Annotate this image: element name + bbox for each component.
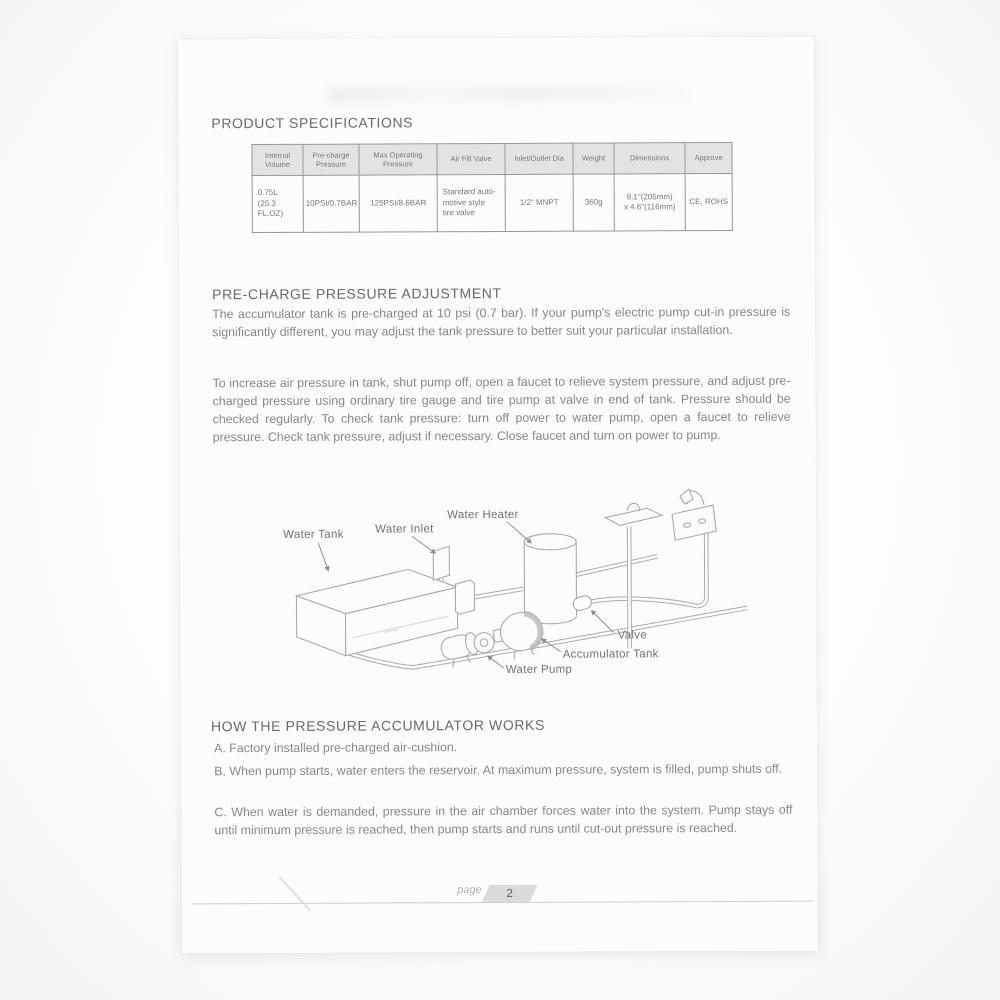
table-cell-internal-volume: 0.75L (25.3 FL.OZ) xyxy=(252,175,303,232)
label-accumulator-tank: Accumulator Tank xyxy=(562,648,659,661)
how-item-c: C. When water is demanded, pressure in the air chamber forces water into the system. Pump stays off until minimum pressure is reached, then pump starts and runs until cut-out pressure is reached. xyxy=(214,802,793,838)
how-it-works-title: HOW THE PRESSURE ACCUMULATOR WORKS xyxy=(210,716,545,735)
label-water-pump: Water Pump xyxy=(505,663,573,676)
table-cell-precharge-pressure: 10PSI/0.7BAR xyxy=(303,175,359,232)
shower-fixture-shape xyxy=(672,489,716,540)
page-number: 2 xyxy=(506,887,513,900)
plumbing-diagram xyxy=(255,484,761,701)
table-header-cell: Inlet/Outlet Dia xyxy=(505,143,573,174)
sink-fixture-shape xyxy=(605,503,662,525)
label-valve: Valve xyxy=(617,629,648,642)
table-cell-air-fill-valve: Standard auto- motive style tire valve xyxy=(437,174,505,231)
spec-table-header-row xyxy=(252,142,732,175)
table-cell-max-operating-pressure: 125PSI/8.6BAR xyxy=(359,175,437,232)
print-bleed-smudge xyxy=(328,85,688,103)
spec-table xyxy=(251,142,732,233)
table-header-cell: Pre-charge Pressure xyxy=(303,144,359,175)
precharge-paragraph-1: The accumulator tank is pre-charged at 10 psi (0.7 bar). If your pump's electric pump cut-in pressure is significantly different, you may adjust the tank pressure to better suit your particular installation. xyxy=(212,304,791,340)
table-header-cell: Air Fill Valve xyxy=(437,143,505,174)
table-header-cell: Approve xyxy=(685,142,732,173)
table-cell-inlet-outlet-dia: 1/2" MNPT xyxy=(505,174,573,231)
water-heater-shape xyxy=(524,534,576,624)
footer-page-label: page xyxy=(457,884,482,897)
how-item-b: B. When pump starts, water enters the reservoir. At maximum pressure, system is filled, pump shuts off. xyxy=(214,761,783,779)
table-header-cell: Dimensions xyxy=(614,143,685,174)
label-water-tank: Water Tank xyxy=(283,528,344,541)
footer-rule xyxy=(192,901,814,905)
table-header-cell: Max Operating Pressure xyxy=(359,144,437,175)
table-header-cell: Weight xyxy=(573,143,614,174)
precharge-adjustment-title: PRE-CHARGE PRESSURE ADJUSTMENT xyxy=(212,284,502,303)
how-item-a: A. Factory installed pre-charged air-cushion. xyxy=(214,740,458,756)
table-header-cell: Internal Volume xyxy=(252,144,303,175)
water-tank-shape xyxy=(296,569,457,656)
label-water-inlet: Water Inlet xyxy=(375,523,434,536)
page-number-tab xyxy=(482,885,537,902)
precharge-paragraph-2: To increase air pressure in tank, shut pump off, open a faucet to relieve system pressure, and adjust pre-charged pressure using ordinary tire gauge and tire pump at valve in end of tank. Pressure should be checked regularly. To check tank pressure: turn off power to water pump, open a faucet to relieve pressure. Check tank pressure, adjust if necessary. Close faucet and turn on power to pump. xyxy=(212,373,791,445)
product-specifications-title: PRODUCT SPECIFICATIONS xyxy=(211,114,414,132)
photo-crease-line xyxy=(278,876,310,911)
table-cell-weight: 360g xyxy=(573,174,614,231)
manual-page xyxy=(178,37,818,954)
label-water-heater: Water Heater xyxy=(447,508,519,522)
table-cell-approve: CE, ROHS xyxy=(685,173,732,230)
table-cell-dimensions: 8.1"(205mm) x 4.6"(116mm) xyxy=(614,174,685,231)
spec-table-value-row xyxy=(252,173,732,232)
